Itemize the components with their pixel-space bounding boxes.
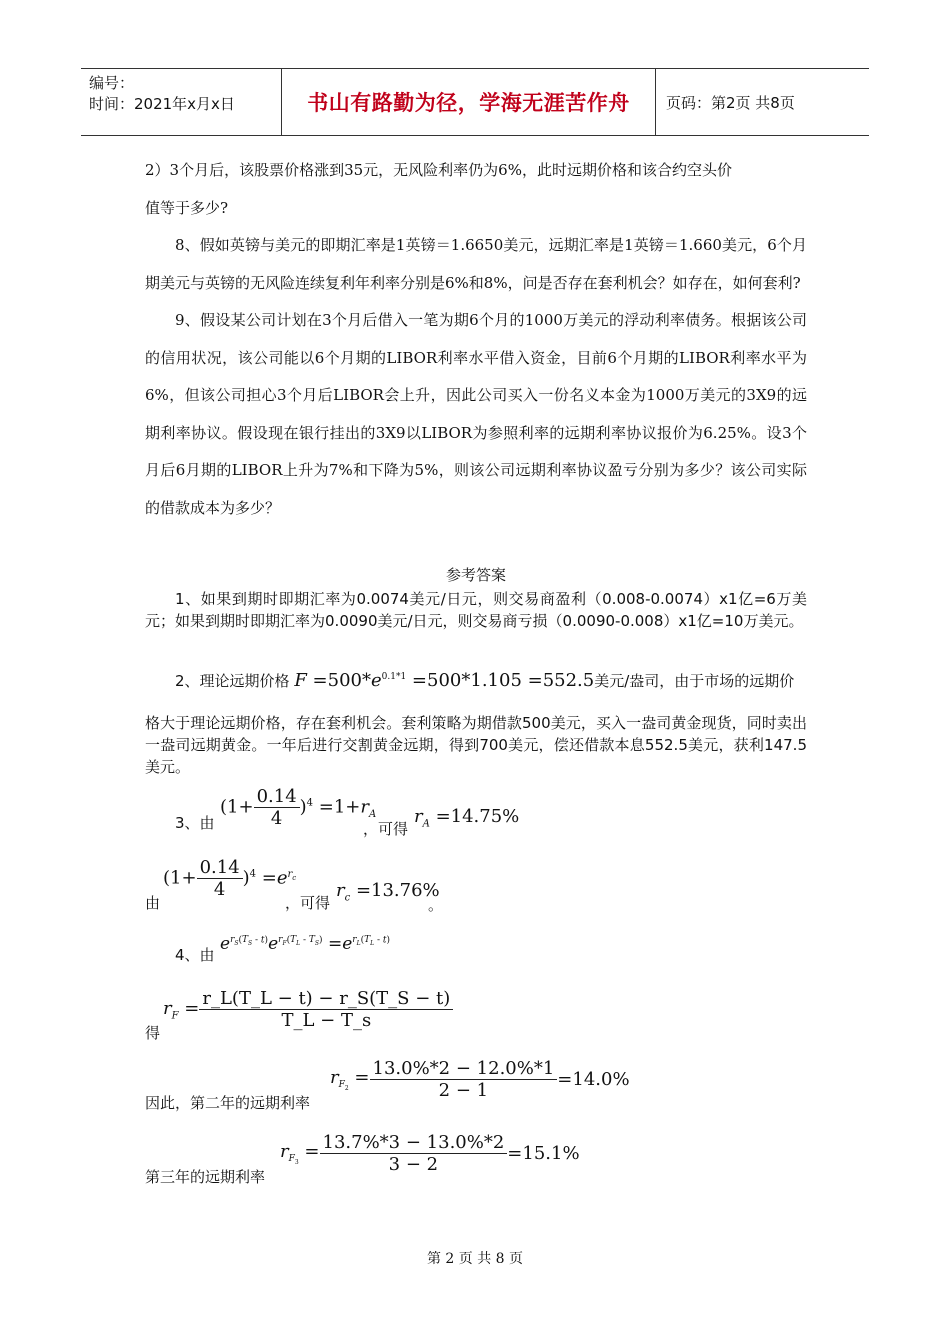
year2-numerator: 13.0%*2 − 12.0%*1 <box>370 1058 558 1080</box>
answer-3-formula: (1+ $\frac{0.14}{4}$ )$^4 =1+r_A$ <box>220 786 377 829</box>
date-label: 时间：2021年x月x日 <box>89 95 235 113</box>
answer-2-line1 <box>145 664 807 694</box>
answer-4-prefix: 4、由 <box>175 946 215 964</box>
answer-4-general-formula: $r_F$ = $\frac{r\_L(T\_L - t) - r\_S(T\_S - t)}{T\_L - T\_s}$ <box>163 988 453 1031</box>
year2-label: 因此，第二年的远期利率 <box>145 1094 311 1112</box>
header-page-label: 页码：第2页 共8页 <box>666 93 795 112</box>
header-meta <box>81 69 282 135</box>
answer-2-formula: $F =500*e^{0.1*1} =500*1.105 =552.5$ <box>294 670 595 691</box>
header-motto: 书山有路勤为径，学海无涯苦作舟 <box>282 69 656 135</box>
answer-3b-prefix: 由 <box>145 894 161 912</box>
general-numerator: r_L(T_L − t) − r_S(T_S − t) <box>199 988 453 1010</box>
year2-formula: $r_{F_2}$ = $\frac{13.0\%*2 - 12.0\%*1}{2 - 1}$ =14.0% <box>330 1058 630 1101</box>
year3-denominator: 3 − 2 <box>388 1154 439 1175</box>
year3-formula: $r_{F_3}$ = $\frac{13.7\%*3 - 13.0\%*2}{3 - 2}$ =15.1% <box>280 1132 580 1175</box>
answer-4-formula: $e^{r_S(T_S - t)}e^{r_F(T_L - T_S)} =e^{r_L(T_L - t)}$ <box>220 934 390 954</box>
year2-result: =14.0% <box>557 1069 630 1090</box>
answer-1: 1、如果到期时即期汇率为0.0074美元/日元，则交易商盈利（0.008-0.0074）x1亿=6万美元；如果到期时即期汇率为0.0090美元/日元，则交易商亏损（0.0090-0.008）x1亿=10万美元。 <box>145 590 807 630</box>
answers-title: 参考答案 <box>445 566 506 584</box>
answer-4-de: 得 <box>145 1024 161 1042</box>
page-footer: 第 2 页 共 8 页 <box>426 1251 524 1267</box>
answer-3b-result: $r_c =13.76\%$ <box>336 880 440 904</box>
general-denominator: T_L − T_s <box>281 1010 372 1031</box>
answer-2-rest: 格大于理论远期价格，存在套利机会。套利策略为期借款500美元，买入一盎司黄金现货，同时卖出一盎司远期黄金。一年后进行交割黄金远期，得到700美元，偿还借款本息552.5美元，获利147.5美元。 <box>145 714 807 776</box>
year3-result: =15.1% <box>507 1143 580 1164</box>
answer-3b-end: 。 <box>428 896 444 914</box>
code-label: 编号： <box>89 74 135 92</box>
answer-3-result: $r_A =14.75\%$ <box>414 806 520 830</box>
year3-numerator: 13.7%*3 − 13.0%*2 <box>320 1132 508 1154</box>
question-9: 9、假设某公司计划在3个月后借入一笔为期6个月的1000万美元的浮动利率债务。根据该公司的信用状况，该公司能以6个月期的LIBOR利率水平借入资金，目前6个月期的LIBOR利率水平为6%，但该公司担心3个月后LIBOR会上升，因此公司买入一份名义本金为1000万美元的3X9的远期利率协议。假设现在银行挂出的3X9以LIBOR为参照利率的远期利率协议报价为6.25%。设3个月后6月期的LIBOR上升为7%和下降为5%，则该公司远期利率协议盈亏分别为多少？该公司实际的借款成本为多少？ <box>145 311 807 517</box>
page-header <box>81 68 869 136</box>
q7-part2-line2: 值等于多少? <box>145 198 229 217</box>
q7-part2-line1: 2）3个月后，该股票价格涨到35元，无风险利率仍为6%，此时远期价格和该合约空头价 <box>145 161 732 179</box>
answer-3b-mid: ，可得 <box>285 894 331 912</box>
year3-label: 第三年的远期利率 <box>145 1168 266 1186</box>
year2-denominator: 2 − 1 <box>438 1080 489 1101</box>
answer-2-prefix: 2、理论远期价格 <box>175 672 290 690</box>
answer-3-prefix: 3、由 <box>175 814 215 832</box>
answer-3-mid: ，可得 <box>363 820 409 838</box>
answer-3b-formula: (1+ $\frac{0.14}{4}$ )$^4 =e^{r_c}$ <box>163 857 297 900</box>
questions-section <box>145 152 807 527</box>
question-8: 8、假如英镑与美元的即期汇率是1英镑＝1.6650美元，远期汇率是1英镑＝1.660美元，6个月期美元与英镑的无风险连续复利年利率分别是6%和8%，问是否存在套利机会？如存在，如何套利? <box>145 236 807 292</box>
answer-2-suffix: 美元/盎司，由于市场的远期价 <box>594 672 795 690</box>
